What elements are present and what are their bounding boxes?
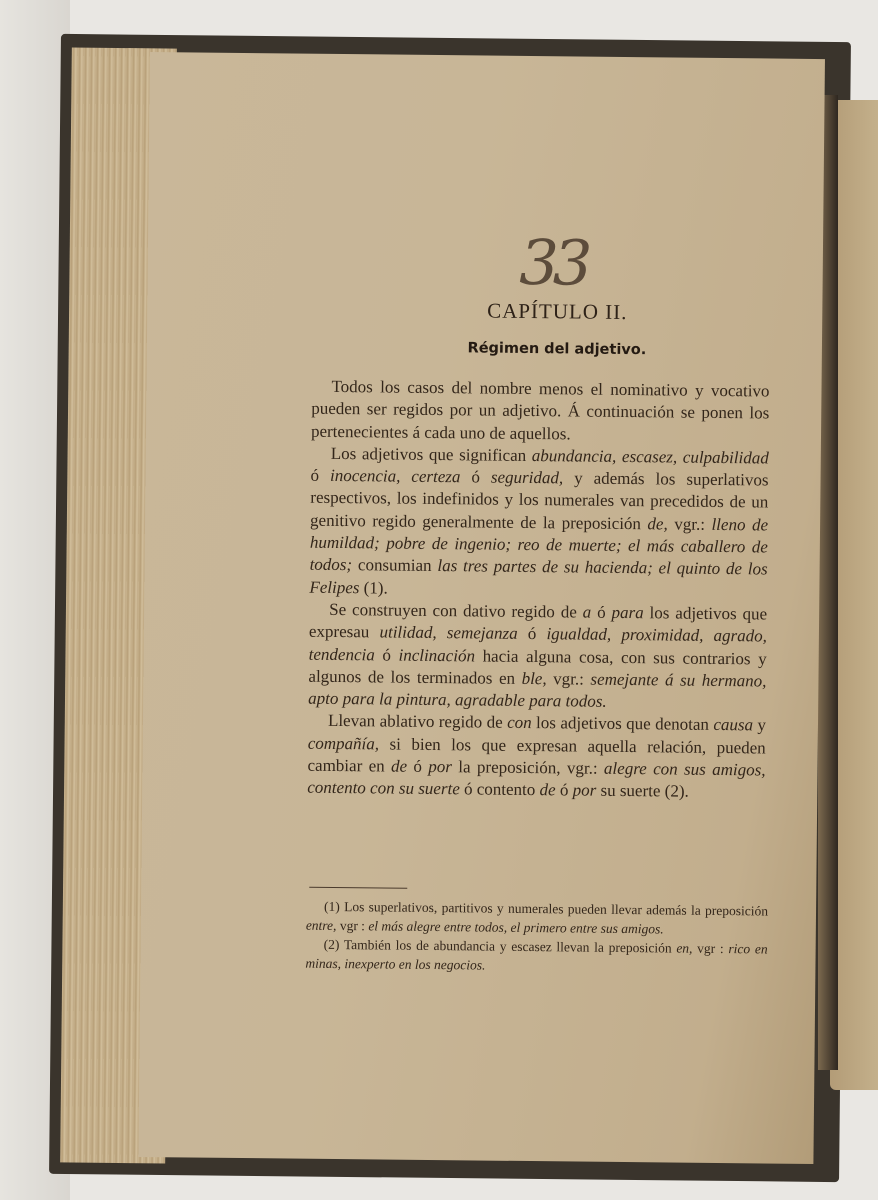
italic-text: entre,: [305, 917, 337, 934]
text-run: ó: [407, 756, 429, 777]
text-run: vgr.:: [667, 514, 712, 534]
text-run: los adjetivos que denotan: [531, 713, 714, 735]
italic-text: lleno de humildad; pobre de ingenio; reo de muerte; el más caballero de todos;: [309, 514, 769, 575]
text-run: vgr :: [692, 940, 729, 957]
italic-text: utilidad, semejanza: [379, 622, 518, 644]
italic-text: ble,: [521, 668, 547, 689]
handwritten-folio-number: 33: [518, 225, 587, 300]
italic-text: las tres partes de su hacienda; el quinto de los Felipes: [309, 556, 768, 597]
text-run: si bien los que expresan aquella relación, pueden cambiar en: [307, 734, 766, 776]
text-run: (1) Los superlativos, partitivos y numerales pueden llevar además la preposición: [323, 898, 769, 919]
text-run: Se construyen con dativo regido de: [329, 599, 583, 622]
text-run: ó: [374, 644, 399, 665]
book-page: [138, 52, 825, 1164]
italic-text: inocencia, certeza: [329, 466, 461, 487]
text-run: Todos los casos del nombre menos el nominativo y vocativo pueden ser regidos por un adjetivo. Á continuación se ponen los pertenecientes á cada uno de aquellos.: [310, 376, 770, 444]
italic-text: a: [582, 602, 592, 622]
italic-text: para: [611, 602, 644, 623]
footnote: [306, 897, 768, 940]
text-run: hacia alguna cosa, con sus contrarios y algunos de los terminados en: [308, 645, 767, 688]
italic-text: de: [390, 756, 408, 776]
text-run: y además los superlativos respectivos, los indefinidos y los numerales van precedidos de un genitivo regido generalmente de la preposición: [310, 468, 769, 534]
text-run: ó: [460, 467, 492, 487]
italic-text: causa: [713, 715, 754, 735]
italic-text: compañía,: [307, 733, 380, 754]
text-run: Llevan ablativo regido de: [327, 711, 508, 733]
text-run: la preposición, vgr.:: [451, 757, 605, 778]
text-run: los adjetivos que expresau: [308, 603, 768, 642]
page-content: [138, 52, 825, 1164]
italic-text: igualdad, proximidad, agrado, tendencia: [308, 624, 768, 664]
text-run: y: [752, 715, 767, 735]
italic-text: semejante á su hermano, apto para la pintura, agradable para todos.: [308, 669, 767, 711]
chapter-heading: CAPÍTULO II.: [487, 298, 628, 325]
footnote-rule: [309, 887, 407, 889]
paragraph: [311, 376, 770, 448]
italic-text: de,: [647, 514, 668, 534]
text-run: vgr.:: [546, 669, 591, 689]
footnotes: [305, 897, 768, 978]
text-run: Los adjetivos que significan: [330, 443, 532, 465]
italic-text: en,: [676, 940, 693, 956]
text-run: consumian: [352, 555, 438, 576]
paragraph: [309, 443, 769, 604]
section-title: Régimen del adjetivo.: [467, 340, 647, 359]
italic-text: con: [507, 713, 532, 733]
italic-text: el más alegre entre todos, el primero entre sus amigos.: [368, 918, 664, 937]
paragraph: [307, 710, 766, 804]
text-run: ó: [591, 602, 612, 622]
italic-text: de: [539, 780, 556, 800]
text-run: (1).: [359, 577, 388, 598]
italic-text: alegre con sus amigos, contento con su suerte: [307, 758, 766, 799]
text-run: ó contento: [459, 779, 540, 800]
text-run: su suerte (2).: [596, 781, 689, 802]
text-run: vgr :: [336, 918, 369, 934]
italic-text: por: [572, 780, 597, 801]
paragraph: [308, 599, 767, 715]
text-run: ó: [555, 780, 573, 800]
italic-text: inclinación: [398, 645, 476, 665]
text-run: ó: [517, 624, 547, 644]
body-text: [307, 376, 769, 804]
footnote: [305, 935, 767, 978]
text-run: (2) También los de abundancia y escasez llevan la preposición: [323, 936, 677, 956]
italic-text: rico en minas, inexperto en los negocios.: [305, 941, 768, 973]
italic-text: por: [428, 757, 453, 777]
italic-text: abundancia, escasez, culpabilidad: [531, 445, 769, 468]
text-run: ó: [310, 465, 331, 486]
italic-text: seguridad,: [490, 467, 564, 488]
